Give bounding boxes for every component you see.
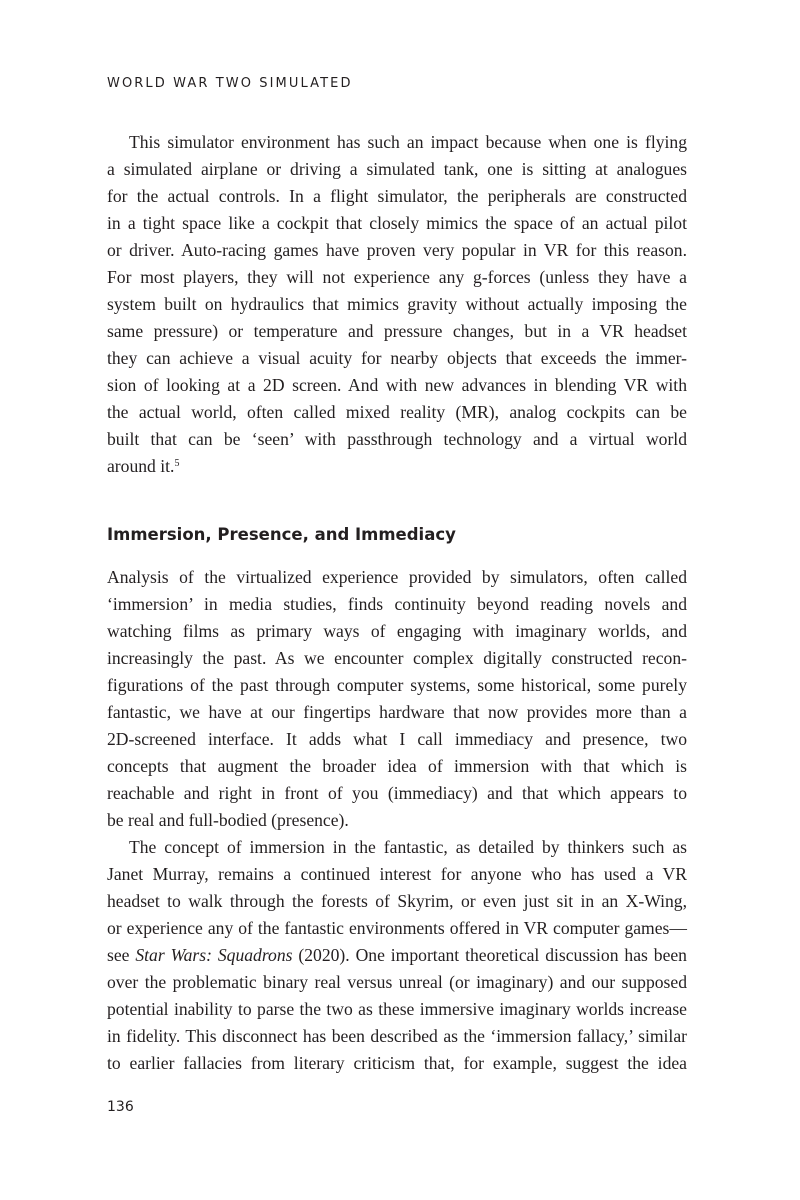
text-line: in a tight space like a cockpit that closely mimics the space of an actual pilot	[107, 213, 687, 233]
text-line: concepts that augment the broader idea of immersion with that which is	[107, 756, 687, 776]
text-line: 2D-screened interface. It adds what I call immediacy and presence, two	[107, 729, 687, 749]
text-line: headset to walk through the forests of Skyrim, or even just sit in an X-Wing,	[107, 891, 687, 911]
italic-title: Star Wars: Squadrons	[135, 945, 293, 965]
text-line: watching films as primary ways of engaging with imaginary worlds, and	[107, 621, 687, 641]
text-line	[107, 456, 687, 476]
text-line: This simulator environment has such an impact because when one is flying	[129, 132, 687, 152]
text-line: over the problematic binary real versus unreal (or imaginary) and our supposed	[107, 972, 687, 992]
text-line: they can achieve a visual acuity for nearby objects that exceeds the immer-	[107, 348, 687, 368]
text-line: reachable and right in front of you (immediacy) and that which appears to	[107, 783, 687, 803]
text-line: increasingly the past. As we encounter complex digitally constructed recon-	[107, 648, 687, 668]
running-head: WORLD WAR TWO SIMULATED	[107, 76, 353, 91]
footnote-marker[interactable]: 5	[174, 458, 180, 469]
page-number: 136	[107, 1099, 134, 1115]
text-line: same pressure) or temperature and pressure changes, but in a VR headset	[107, 321, 687, 341]
text-line: The concept of immersion in the fantastic, as detailed by thinkers such as	[129, 837, 687, 857]
text-line: fantastic, we have at our fingertips hardware that now provides more than a	[107, 702, 687, 722]
text-line	[107, 945, 687, 965]
text-line: built that can be ‘seen’ with passthrough technology and a virtual world	[107, 429, 687, 449]
text-line: or driver. Auto-racing games have proven very popular in VR for this reason.	[107, 240, 687, 260]
text-line: for the actual controls. In a flight simulator, the peripherals are constructed	[107, 186, 687, 206]
text-line: system built on hydraulics that mimics gravity without actually imposing the	[107, 294, 687, 314]
text-line: For most players, they will not experience any g-forces (unless they have a	[107, 267, 687, 287]
text-line: or experience any of the fantastic environments offered in VR computer games—	[107, 918, 687, 938]
text-line: to earlier fallacies from literary criticism that, for example, suggest the idea	[107, 1053, 687, 1073]
text-line: a simulated airplane or driving a simulated tank, one is sitting at analogues	[107, 159, 687, 179]
text-fragment: see	[107, 945, 136, 965]
text-line: figurations of the past through computer systems, some historical, some purely	[107, 675, 687, 695]
text-fragment: around it.	[107, 456, 175, 476]
text-fragment: (2020). One important theoretical discussion has been	[292, 945, 687, 965]
text-line: Janet Murray, remains a continued interest for anyone who has used a VR	[107, 864, 687, 884]
text-line: the actual world, often called mixed reality (MR), analog cockpits can be	[107, 402, 687, 422]
section-heading: Immersion, Presence, and Immediacy	[107, 525, 456, 544]
text-line: potential inability to parse the two as these immersive imaginary worlds increase	[107, 999, 687, 1019]
text-line: in fidelity. This disconnect has been described as the ‘immersion fallacy,’ similar	[107, 1026, 687, 1046]
text-line: be real and full-bodied (presence).	[107, 810, 349, 830]
text-line: ‘immersion’ in media studies, finds continuity beyond reading novels and	[107, 594, 687, 614]
text-line: Analysis of the virtualized experience provided by simulators, often called	[107, 567, 687, 587]
text-line: sion of looking at a 2D screen. And with new advances in blending VR with	[107, 375, 687, 395]
